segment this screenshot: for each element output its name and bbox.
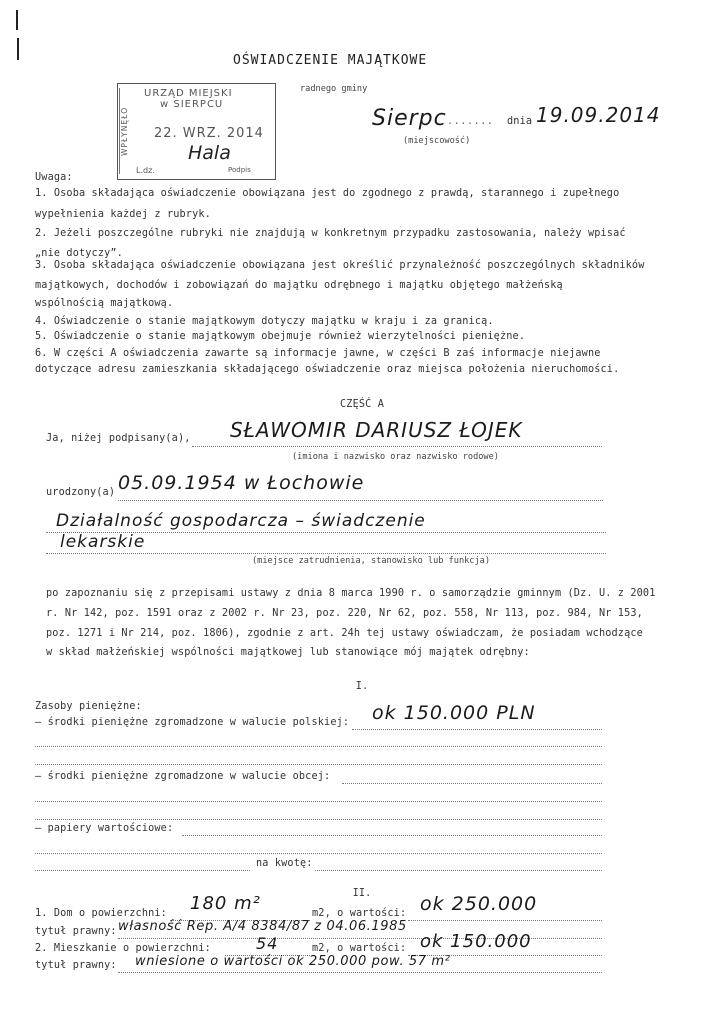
- amount-label: na kwotę:: [256, 858, 313, 869]
- house-label: 1. Dom o powierzchni:: [35, 908, 167, 919]
- stamp-office: URZĄD MIEJSKI: [144, 88, 233, 99]
- house-area: 180 m²: [190, 893, 261, 914]
- house-value-line: [408, 920, 602, 921]
- date-value: 19.09.2014: [536, 103, 661, 127]
- employment-caption: (miejsce zatrudnienia, stanowisko lub funkcja): [252, 556, 490, 566]
- dotted-line: [35, 746, 602, 747]
- statute-line: r. Nr 142, poz. 1591 oraz z 2002 r. Nr 23, poz. 220, Nr 62, poz. 558, Nr 113, poz. 984, Nr 153,: [46, 608, 643, 619]
- pln-label: – środki pieniężne zgromadzone w walucie polskiej:: [35, 717, 350, 728]
- securities-label: – papiery wartościowe:: [35, 823, 174, 834]
- house-value: ok 250.000: [420, 893, 538, 915]
- section-1-heading: Zasoby pieniężne:: [35, 701, 142, 712]
- pln-dotted-line: [352, 729, 602, 730]
- securities-dotted-line: [182, 835, 602, 836]
- place-dots: .......: [447, 116, 494, 127]
- dotted-line: [35, 801, 602, 802]
- declarant-caption: (imiona i nazwisko oraz nazwisko rodowe): [292, 452, 499, 462]
- house-unit: m2, o wartości:: [312, 908, 407, 919]
- stamp-podpis-label: Podpis: [228, 166, 251, 174]
- flat-value: ok 150.000: [420, 931, 532, 952]
- flat-area: 54: [256, 934, 279, 953]
- notes-heading: Uwaga:: [35, 172, 73, 183]
- stamp-city: w SIERPCU: [160, 99, 224, 110]
- stamp-date: 22. WRZ. 2014: [154, 126, 264, 141]
- note-line: 3. Osoba składająca oświadczenie obowiązana jest określić przynależność poszczególnych składników: [35, 260, 645, 271]
- stamp-dz-label: L.dz.: [136, 166, 155, 175]
- place-caption: (miejscowość): [403, 136, 471, 146]
- dotted-line: [35, 853, 602, 854]
- flat-title-label: tytuł prawny:: [35, 960, 117, 971]
- note-line: dotyczące adresu zamieszkania składającego oświadczenie oraz miejsca położenia nieruchomości.: [35, 364, 620, 375]
- employment-line1: Działalność gospodarcza – świadczenie: [56, 511, 426, 531]
- house-title-label: tytuł prawny:: [35, 926, 117, 937]
- flat-unit: m2, o wartości:: [312, 943, 407, 954]
- note-line: 1. Osoba składająca oświadczenie obowiązana jest do zgodnego z prawdą, starannego i zupełnego: [35, 188, 620, 199]
- declarant-value: SŁAWOMIR DARIUSZ ŁOJEK: [230, 418, 523, 442]
- flat-title-line: [118, 972, 602, 973]
- dotted-line: [35, 819, 602, 820]
- note-line: 4. Oświadczenie o stanie majątkowym dotyczy majątku w kraju i za granicą.: [35, 316, 494, 327]
- note-line: 5. Oświadczenie o stanie majątkowym obejmuje również wierzytelności pieniężne.: [35, 331, 526, 342]
- date-label: dnia: [507, 116, 533, 127]
- place-value: Sierpc: [372, 106, 447, 131]
- pln-value: ok 150.000 PLN: [372, 702, 536, 724]
- margin-mark: [17, 38, 19, 60]
- statute-line: w skład małżeńskiej wspólności majątkowej lub stanowiące mój majątek odrębny:: [46, 647, 530, 658]
- declarant-label: Ja, niżej podpisany(a),: [46, 433, 191, 444]
- foreign-dotted-line: [342, 783, 602, 784]
- note-line: 2. Jeżeli poszczególne rubryki nie znajdują w konkretnym przypadku zastosowania, należy wpisać: [35, 228, 626, 239]
- dotted-line: [35, 764, 602, 765]
- note-line: majątkowych, dochodów i zobowiązań do majątku odrębnego i majątku objętego małżeńską: [35, 280, 563, 291]
- section-1-numeral: I.: [355, 681, 369, 692]
- flat-label: 2. Mieszkanie o powierzchni:: [35, 943, 211, 954]
- born-label: urodzony(a): [46, 487, 116, 498]
- document-subtitle: radnego gminy: [300, 84, 368, 94]
- note-line: wypełnienia każdej z rubryk.: [35, 209, 211, 220]
- note-line: „nie dotyczy”.: [35, 248, 123, 259]
- statute-line: poz. 1271 i Nr 214, poz. 1806), zgodnie z art. 24h tej ustawy oświadczam, że posiadam wchodzące: [46, 628, 643, 639]
- stamp-signature: Hala: [188, 142, 231, 164]
- born-value: 05.09.1954 w Łochowie: [118, 472, 365, 494]
- employment-dotted-line: [46, 553, 606, 554]
- note-line: 6. W części A oświadczenia zawarte są informacje jawne, w części B zaś informacje niejawne: [35, 348, 601, 359]
- amount-dotted-line-right: [315, 870, 602, 871]
- foreign-label: – środki pieniężne zgromadzone w walucie obcej:: [35, 771, 331, 782]
- received-stamp: [117, 83, 276, 180]
- section-2-numeral: II.: [352, 888, 372, 899]
- document-title: OŚWIADCZENIE MAJĄTKOWE: [233, 53, 428, 68]
- house-title: własność Rep. A/4 8384/87 z 04.06.1985: [118, 919, 407, 934]
- born-dotted-line: [118, 500, 603, 501]
- employment-line2: lekarskie: [60, 532, 146, 552]
- amount-dotted-line-left: [35, 870, 250, 871]
- declarant-dotted-line: [192, 446, 602, 447]
- stamp-side-text: WPŁYNĘŁO: [119, 88, 135, 174]
- statute-line: po zapoznaniu się z przepisami ustawy z dnia 8 marca 1990 r. o samorządzie gminnym (Dz. U. z 2001: [46, 588, 656, 599]
- part-a-heading: CZĘŚĆ A: [340, 399, 384, 410]
- flat-title: wniesione o wartości ok 250.000 pow. 57 m²: [135, 954, 451, 969]
- note-line: wspólnością majątkową.: [35, 298, 174, 309]
- margin-mark: [16, 10, 18, 30]
